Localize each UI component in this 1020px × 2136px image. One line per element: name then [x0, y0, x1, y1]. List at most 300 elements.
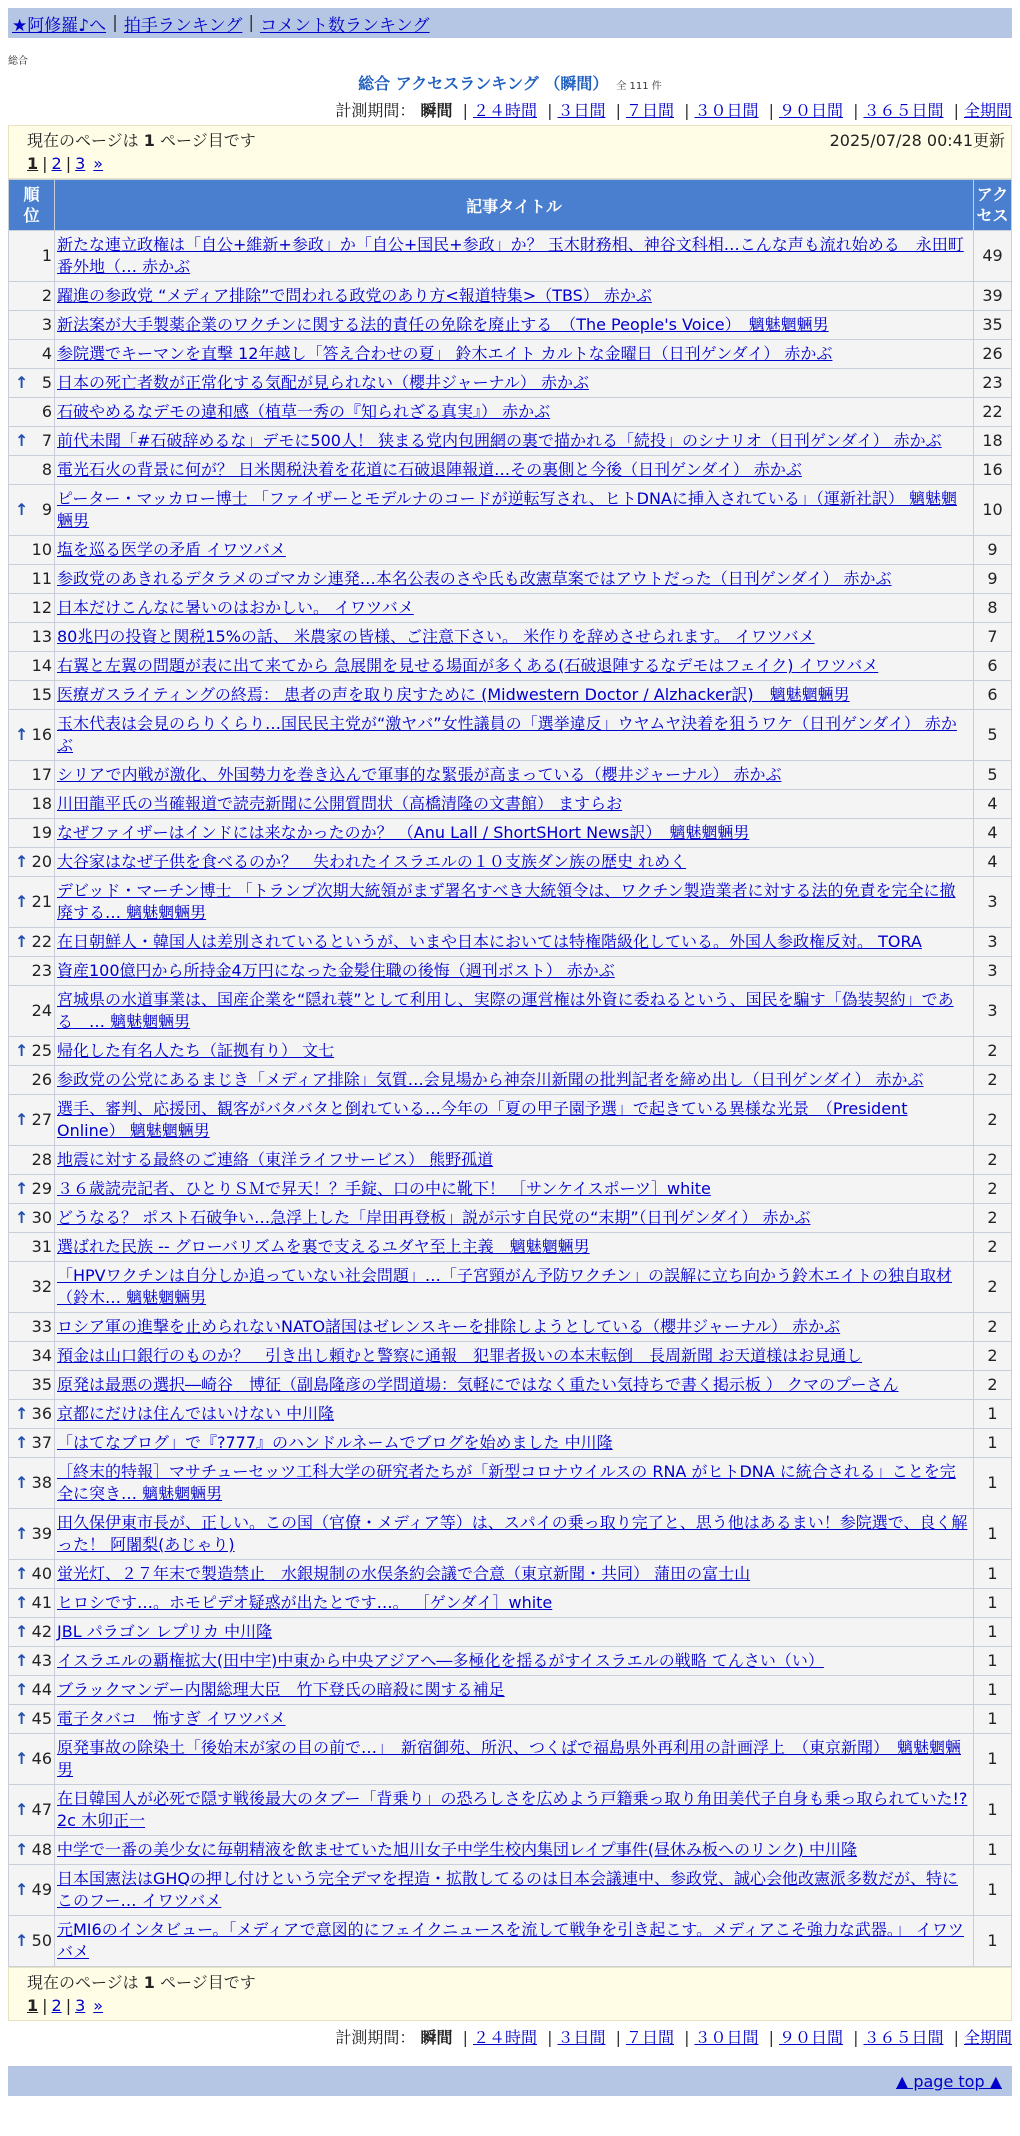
- rank-number: 50: [31, 1931, 52, 1950]
- rank-number: 23: [31, 961, 52, 980]
- title-cell: [55, 594, 974, 623]
- table-row: [9, 1618, 1012, 1647]
- rank-cell: [9, 1233, 55, 1262]
- rank-cell: [9, 1509, 55, 1560]
- rank-number: 46: [31, 1749, 52, 1768]
- title-cell: [55, 427, 974, 456]
- access-count: 1: [974, 1785, 1012, 1836]
- rank-number: 33: [31, 1317, 52, 1336]
- table-row: [9, 1313, 1012, 1342]
- article-link[interactable]: 電光石火の背景に何が？ 日米関税決着を花道に石破退陣報道…その裏側と今後（日刊ゲンダイ） 赤かぶ: [57, 460, 802, 479]
- rank-cell: [9, 456, 55, 485]
- ranking-table: [8, 179, 1012, 1967]
- rank-number: 13: [31, 627, 52, 646]
- rank-cell: [9, 398, 55, 427]
- table-row: [9, 427, 1012, 456]
- title-cell: [55, 398, 974, 427]
- article-link[interactable]: シリアで内戦が激化、外国勢力を巻き込んで軍事的な緊張が高まっている（櫻井ジャーナル） 赤かぶ: [57, 765, 782, 784]
- rank-cell: [9, 1647, 55, 1676]
- access-count: 5: [974, 761, 1012, 790]
- period-link-3d[interactable]: ３日間: [557, 101, 606, 120]
- up-arrow-icon: ↑: [15, 500, 29, 519]
- rank-cell: [9, 485, 55, 536]
- up-arrow-icon: ↑: [15, 1208, 29, 1227]
- up-arrow-icon: ↑: [15, 1800, 29, 1819]
- rank-number: 42: [31, 1622, 52, 1641]
- title-cell: [55, 1865, 974, 1916]
- access-count: 39: [974, 282, 1012, 311]
- access-count: 4: [974, 848, 1012, 877]
- article-link[interactable]: どうなる？ ポスト石破争い…急浮上した「岸田再登板」説が示す自民党の“末期”（日刊ゲンダイ） 赤かぶ: [57, 1208, 811, 1227]
- up-arrow-icon: ↑: [15, 1473, 29, 1492]
- title-cell: [55, 1647, 974, 1676]
- article-link[interactable]: なぜファイザーはインドには来なかったのか？ （Anu Lall / ShortSHort News訳） 魑魅魍魎男: [57, 823, 750, 842]
- rank-number: 15: [31, 685, 52, 704]
- title-cell: [55, 282, 974, 311]
- rank-number: 25: [31, 1041, 52, 1060]
- access-count: 2: [974, 1095, 1012, 1146]
- table-row: [9, 1836, 1012, 1865]
- period-current: 瞬間: [420, 2028, 453, 2047]
- title-cell: [55, 1313, 974, 1342]
- access-count: 6: [974, 652, 1012, 681]
- table-row: [9, 1916, 1012, 1967]
- table-row: [9, 1066, 1012, 1095]
- rank-cell: [9, 565, 55, 594]
- rank-number: 47: [31, 1800, 52, 1819]
- table-row: [9, 761, 1012, 790]
- rank-cell: [9, 1560, 55, 1589]
- access-count: 1: [974, 1560, 1012, 1589]
- period-link-365d[interactable]: ３６５日間: [863, 2028, 944, 2047]
- rank-number: 28: [31, 1150, 52, 1169]
- page-next-link[interactable]: »: [93, 1995, 104, 2015]
- up-arrow-icon: ↑: [15, 1524, 29, 1543]
- article-link[interactable]: JBL パラゴン レプリカ 中川隆: [57, 1622, 273, 1641]
- article-link[interactable]: 電子タバコ 怖すぎ イワツバメ: [57, 1709, 286, 1728]
- rank-number: 17: [31, 765, 52, 784]
- title-cell: [55, 1509, 974, 1560]
- title-cell: [55, 1204, 974, 1233]
- table-row: [9, 1705, 1012, 1734]
- table-row: [9, 790, 1012, 819]
- article-link[interactable]: 大谷家はなぜ子供を食べるのか？ 失われたイスラエルの１０支族ダン族の歴史 れめく: [57, 852, 687, 871]
- access-count: 1: [974, 1836, 1012, 1865]
- table-row: [9, 1037, 1012, 1066]
- page-link-2[interactable]: 2: [51, 153, 62, 173]
- table-row: [9, 456, 1012, 485]
- article-link[interactable]: 蛍光灯、２７年末で製造禁止 水銀規制の水俣条約会議で合意（東京新聞・共同） 蒲田の富士山: [57, 1564, 751, 1583]
- article-link[interactable]: 中学で一番の美少女に毎朝精液を飲ませていた旭川女子中学生校内集団レイプ事件(昼休み板へのリンク) 中川隆: [57, 1840, 857, 1859]
- rank-number: 6: [41, 402, 52, 421]
- article-link[interactable]: 預金は山口銀行のものか？ 引き出し頼むと警察に通報 犯罪者扱いの本末転倒 長周新聞 お天道様はお見通し: [57, 1346, 863, 1365]
- article-link[interactable]: 日本の死亡者数が正常化する気配が見られない（櫻井ジャーナル） 赤かぶ: [57, 373, 589, 392]
- rank-cell: [9, 1262, 55, 1313]
- access-count: 1: [974, 1676, 1012, 1705]
- rank-cell: [9, 369, 55, 398]
- table-row: [9, 986, 1012, 1037]
- rank-number: 44: [31, 1680, 52, 1699]
- article-link[interactable]: 帰化した有名人たち（証拠有り） 文七: [57, 1041, 335, 1060]
- access-count: 2: [974, 1342, 1012, 1371]
- article-link[interactable]: 川田龍平氏の当確報道で読売新聞に公開質問状（高橋清隆の文書館） ますらお: [57, 794, 623, 813]
- page-next-link[interactable]: »: [93, 153, 104, 173]
- up-arrow-icon: ↑: [15, 1110, 29, 1129]
- rank-number: 32: [31, 1277, 52, 1296]
- title-cell: [55, 710, 974, 761]
- table-row: [9, 565, 1012, 594]
- table-row: [9, 1560, 1012, 1589]
- rank-number: 29: [31, 1179, 52, 1198]
- access-count: 1: [974, 1647, 1012, 1676]
- article-link[interactable]: 宮城県の水道事業は、国産企業を“隠れ蓑”として利用し、実際の運営権は外資に委ねるという、国民を騙す「偽装契約」である … 魑魅魍魎男: [57, 990, 954, 1031]
- rank-number: 10: [31, 540, 52, 559]
- rank-cell: [9, 1865, 55, 1916]
- access-count: 49: [974, 231, 1012, 282]
- table-row: [9, 1785, 1012, 1836]
- ranking-title-text: 総合 アクセスランキング （瞬間）: [358, 74, 609, 93]
- rank-cell: [9, 877, 55, 928]
- up-arrow-icon: ↑: [15, 1433, 29, 1452]
- rank-number: 14: [31, 656, 52, 675]
- article-link[interactable]: ［終末的特報］マサチューセッツ工科大学の研究者たちが「新型コロナウイルスの RNA がヒトDNA に統合される」ことを完全に突き… 魑魅魍魎男: [57, 1462, 956, 1503]
- title-cell: [55, 565, 974, 594]
- rank-number: 41: [31, 1593, 52, 1612]
- section-label: 総合: [8, 56, 28, 67]
- rank-cell: [9, 340, 55, 369]
- rank-cell: [9, 1836, 55, 1865]
- title-cell: [55, 1458, 974, 1509]
- article-link[interactable]: 塩を巡る医学の矛盾 イワツバメ: [57, 540, 286, 559]
- rank-cell: [9, 986, 55, 1037]
- article-link[interactable]: 前代未聞「#石破辞めるな」デモに500人！ 狭まる党内包囲網の裏で描かれる「続投」のシナリオ（日刊ゲンダイ） 赤かぶ: [57, 431, 942, 450]
- article-link[interactable]: 選手、審判、応援団、観客がバタバタと倒れている…今年の「夏の甲子園予選」で起きている異様な光景 （President Online） 魑魅魍魎男: [57, 1099, 908, 1140]
- access-count: 2: [974, 1313, 1012, 1342]
- access-count: 18: [974, 427, 1012, 456]
- period-link-all[interactable]: 全期間: [963, 2028, 1012, 2047]
- period-link-30d[interactable]: ３０日間: [694, 2028, 759, 2047]
- table-row: [9, 1342, 1012, 1371]
- rank-cell: [9, 1371, 55, 1400]
- article-link[interactable]: 右翼と左翼の問題が表に出て来てから 急展開を見せる場面が多くある(石破退陣するなデモはフェイク) イワツバメ: [57, 656, 879, 675]
- table-row: [9, 1589, 1012, 1618]
- rank-number: 27: [31, 1110, 52, 1129]
- page-link-3[interactable]: 3: [75, 153, 86, 173]
- table-row: [9, 1175, 1012, 1204]
- article-link[interactable]: 新法案が大手製薬企業のワクチンに関する法的責任の免除を廃止する （The People's Voice） 魑魅魍魎男: [57, 315, 829, 334]
- article-link[interactable]: 選ばれた民族 -- グローバリズムを裏で支えるユダヤ至上主義 魑魅魍魎男: [57, 1237, 590, 1256]
- title-cell: [55, 311, 974, 340]
- period-link-30d[interactable]: ３０日間: [694, 101, 759, 120]
- rank-cell: [9, 1458, 55, 1509]
- rank-cell: [9, 1342, 55, 1371]
- article-link[interactable]: 元MI6のインタビュー。「メディアで意図的にフェイクニュースを流して戦争を引き起こす。メディアこそ強力な武器。」 イワツバメ: [57, 1920, 964, 1961]
- title-cell: [55, 456, 974, 485]
- up-arrow-icon: ↑: [15, 932, 29, 951]
- period-label: 計測期間：: [335, 101, 416, 120]
- rank-number: 48: [31, 1840, 52, 1859]
- period-link-90d[interactable]: ９０日間: [778, 101, 843, 120]
- period-link-3d[interactable]: ３日間: [557, 2028, 606, 2047]
- up-arrow-icon: ↑: [15, 431, 29, 450]
- table-row: [9, 710, 1012, 761]
- rank-cell: [9, 848, 55, 877]
- table-row: [9, 848, 1012, 877]
- top-nav: [8, 8, 1012, 38]
- period-current: 瞬間: [420, 101, 453, 120]
- rank-number: 4: [41, 344, 52, 363]
- rank-cell: [9, 427, 55, 456]
- article-link[interactable]: 京都にだけは住んではいけない 中川隆: [57, 1404, 335, 1423]
- rank-number: 2: [41, 286, 52, 305]
- up-arrow-icon: ↑: [15, 852, 29, 871]
- article-link[interactable]: 玉木代表は会見のらりくらり…国民民主党が“激ヤバ”女性議員の「選挙違反」ウヤムヤ決着を狙うワケ（日刊ゲンダイ） 赤かぶ: [57, 714, 957, 755]
- access-count: 2: [974, 1175, 1012, 1204]
- period-link-365d[interactable]: ３６５日間: [863, 101, 944, 120]
- rank-number: 36: [31, 1404, 52, 1423]
- rank-cell: [9, 681, 55, 710]
- article-link[interactable]: 医療ガスライティングの終焉： 患者の声を取り戻すために (Midwestern Doctor / Alzhacker訳) 魑魅魍魎男: [57, 685, 850, 704]
- rank-number: 49: [31, 1880, 52, 1899]
- table-row: [9, 1095, 1012, 1146]
- up-arrow-icon: ↑: [15, 1880, 29, 1899]
- rank-cell: [9, 1204, 55, 1233]
- rank-cell: [9, 1618, 55, 1647]
- rank-cell: [9, 536, 55, 565]
- page-link-2[interactable]: 2: [51, 1995, 62, 2015]
- table-row: [9, 1371, 1012, 1400]
- title-cell: [55, 1233, 974, 1262]
- nav-link-clap-ranking[interactable]: 拍手ランキング: [123, 15, 243, 36]
- rank-cell: [9, 1095, 55, 1146]
- article-link[interactable]: ピーター・マッカロー博士 「ファイザーとモデルナのコードが逆転写され、ヒトDNAに挿入されている」（運新社訳） 魑魅魍魎男: [57, 489, 957, 530]
- up-arrow-icon: ↑: [15, 1041, 29, 1060]
- article-link[interactable]: 参院選でキーマンを直撃 12年越し「答え合わせの夏」 鈴木エイト カルトな金曜日（日刊ゲンダイ） 赤かぶ: [57, 344, 833, 363]
- table-row: [9, 1400, 1012, 1429]
- rank-number: 24: [31, 1001, 52, 1020]
- article-link[interactable]: デビッド・マーチン博士 「トランプ次期大統領がまず署名すべき大統領令は、ワクチン製造業者に対する法的免責を完全に撤廃する… 魑魅魍魎男: [57, 881, 956, 922]
- up-arrow-icon: ↑: [15, 1593, 29, 1612]
- title-cell: [55, 1342, 974, 1371]
- rank-cell: [9, 1313, 55, 1342]
- table-row: [9, 1734, 1012, 1785]
- access-count: 1: [974, 1458, 1012, 1509]
- access-count: 35: [974, 311, 1012, 340]
- access-count: 2: [974, 1204, 1012, 1233]
- article-link[interactable]: 80兆円の投資と関税15%の話、 米農家の皆様、ご注意下さい。 米作りを辞めさせられます。 イワツバメ: [57, 627, 815, 646]
- up-arrow-icon: ↑: [15, 1404, 29, 1423]
- rank-cell: [9, 594, 55, 623]
- article-link[interactable]: 原発事故の除染土「後始末が家の目の前で…」 新宿御苑、所沢、つくばで福島県外再利用の計画浮上 （東京新聞） 魑魅魍魎男: [57, 1738, 962, 1779]
- table-row: [9, 1262, 1012, 1313]
- article-link[interactable]: ３６歳読売記者、ひとりＳＭで昇天！？手錠、口の中に靴下！ ［サンケイスポーツ］white: [57, 1179, 711, 1198]
- page-link-3[interactable]: 3: [75, 1995, 86, 2015]
- article-link[interactable]: 参政党のあきれるデタラメのゴマカシ連発…本名公表のさや氏も改憲草案ではアウトだった（日刊ゲンダイ） 赤かぶ: [57, 569, 892, 588]
- rank-number: 11: [31, 569, 52, 588]
- article-link[interactable]: 原発は最悪の選択―崎谷 博征（副島隆彦の学問道場：気軽にではなく重たい気持ちで書く掲示板 ） クマのプーさん: [57, 1375, 899, 1394]
- rank-number: 8: [41, 460, 52, 479]
- page-top-link[interactable]: ▲ page top ▲: [895, 2071, 1002, 2091]
- rank-number: 21: [31, 892, 52, 911]
- pager-bottom: 現在のページは 1 ページ目です 1 | 2 | 3 »: [8, 1967, 1012, 2021]
- rank-cell: [9, 311, 55, 340]
- period-link-24h[interactable]: ２４時間: [472, 101, 537, 120]
- rank-number: 37: [31, 1433, 52, 1452]
- rank-cell: [9, 231, 55, 282]
- access-count: 9: [974, 565, 1012, 594]
- access-count: 1: [974, 1429, 1012, 1458]
- footer-bar: [8, 2066, 1012, 2096]
- access-count: 2: [974, 1037, 1012, 1066]
- rank-number: 9: [41, 500, 52, 519]
- access-count: 3: [974, 877, 1012, 928]
- title-cell: [55, 1785, 974, 1836]
- article-link[interactable]: 田久保伊東市長が、正しい。この国（官僚・メディア等）は、スパイの乗っ取り完了と、思う他はあるまい！参院選で、良く解った！ 阿闍梨(あじゃり): [57, 1513, 968, 1554]
- article-link[interactable]: 躍進の参政党 “メディア排除”で問われる政党のあり方<報道特集>（TBS） 赤かぶ: [57, 286, 652, 305]
- rank-cell: [9, 1429, 55, 1458]
- title-cell: [55, 1175, 974, 1204]
- table-row: [9, 877, 1012, 928]
- table-row: [9, 1233, 1012, 1262]
- access-count: 1: [974, 1400, 1012, 1429]
- table-row: [9, 652, 1012, 681]
- up-arrow-icon: ↑: [15, 1680, 29, 1699]
- rank-number: 5: [41, 373, 52, 392]
- table-row: [9, 957, 1012, 986]
- article-link[interactable]: 「はてなブログ」で『?777』のハンドルネームでブログを始めました 中川隆: [57, 1433, 613, 1452]
- rank-number: 31: [31, 1237, 52, 1256]
- title-cell: [55, 761, 974, 790]
- article-link[interactable]: ブラックマンデー内閣総理大臣 竹下登氏の暗殺に関する補足: [57, 1680, 505, 1699]
- article-link[interactable]: ヒロシです…。ホモピデオ疑惑が出たとです…。 ［ゲンダイ］white: [57, 1593, 553, 1612]
- article-link[interactable]: 新たな連立政権は「自公+維新+参政」か「自公+国民+参政」か？ 玉木財務相、神谷文科相…こんな声も流れ始める 永田町番外地（… 赤かぶ: [57, 235, 964, 276]
- access-count: 2: [974, 1146, 1012, 1175]
- article-link[interactable]: 石破やめるなデモの違和感（植草一秀の『知られざる真実』） 赤かぶ: [57, 402, 551, 421]
- access-count: 4: [974, 819, 1012, 848]
- title-cell: [55, 340, 974, 369]
- period-link-7d[interactable]: ７日間: [625, 101, 674, 120]
- access-count: 22: [974, 398, 1012, 427]
- title-cell: [55, 1589, 974, 1618]
- access-count: 1: [974, 1705, 1012, 1734]
- up-arrow-icon: ↑: [15, 725, 29, 744]
- table-row: [9, 819, 1012, 848]
- period-link-all[interactable]: 全期間: [963, 101, 1012, 120]
- table-row: [9, 1146, 1012, 1175]
- article-link[interactable]: 日本国憲法はGHQの押し付けという完全デマを捏造・拡散してるのは日本会議連中、参政党、誠心会他改憲派多数だが、特にこのフー… イワツバメ: [57, 1869, 959, 1910]
- nav-link-asyura[interactable]: ★阿修羅♪へ: [12, 15, 107, 36]
- title-cell: [55, 369, 974, 398]
- table-row: [9, 1676, 1012, 1705]
- rank-number: 43: [31, 1651, 52, 1670]
- rank-number: 18: [31, 794, 52, 813]
- rank-number: 40: [31, 1564, 52, 1583]
- access-count: 1: [974, 1509, 1012, 1560]
- article-link[interactable]: 資産100億円から所持金4万円になった金髪住職の後悔（週刊ポスト） 赤かぶ: [57, 961, 615, 980]
- access-count: 1: [974, 1865, 1012, 1916]
- title-cell: [55, 1371, 974, 1400]
- table-row: [9, 928, 1012, 957]
- access-count: 5: [974, 710, 1012, 761]
- rank-number: 34: [31, 1346, 52, 1365]
- period-selector-top: 計測期間： 瞬間 | ２４時間 | ３日間 | ７日間 | ３０日間 | ９０日間 | ３６５日間 | 全期間: [335, 101, 1012, 120]
- rank-cell: [9, 1785, 55, 1836]
- access-count: 4: [974, 790, 1012, 819]
- title-cell: [55, 623, 974, 652]
- table-row: [9, 623, 1012, 652]
- article-link[interactable]: 在日韓国人が必死で隠す戦後最大のタブー「背乗り」の恐ろしさを広めよう戸籍乗っ取り角田美代子自身も乗っ取られていた!? 2c 木卯正一: [57, 1789, 968, 1830]
- rank-number: 22: [31, 932, 52, 951]
- access-count: 6: [974, 681, 1012, 710]
- nav-separator: |: [112, 13, 118, 33]
- article-link[interactable]: 「HPVワクチンは自分しか追っていない社会問題」…「子宮頸がん予防ワクチン」の誤解に立ち向かう鈴木エイトの独自取材（鈴木… 魑魅魍魎男: [57, 1266, 953, 1307]
- period-link-90d[interactable]: ９０日間: [778, 2028, 843, 2047]
- rank-number: 16: [31, 725, 52, 744]
- title-cell: [55, 1262, 974, 1313]
- up-arrow-icon: ↑: [15, 1651, 29, 1670]
- article-link[interactable]: 地震に対する最終のご連絡（東洋ライフサービス） 熊野孤道: [57, 1150, 494, 1169]
- page-current: 1: [27, 153, 39, 173]
- rank-number: 38: [31, 1473, 52, 1492]
- access-count: 3: [974, 928, 1012, 957]
- title-cell: [55, 681, 974, 710]
- article-link[interactable]: 在日朝鮮人・韓国人は差別されているというが、いまや日本においては特権階級化している。外国人参政権反対。 TORA: [57, 932, 922, 951]
- title-cell: [55, 652, 974, 681]
- table-row: [9, 340, 1012, 369]
- access-count: 9: [974, 536, 1012, 565]
- title-cell: [55, 485, 974, 536]
- up-arrow-icon: ↑: [15, 373, 29, 392]
- access-count: 1: [974, 1589, 1012, 1618]
- title-cell: [55, 1734, 974, 1785]
- period-link-24h[interactable]: ２４時間: [472, 2028, 537, 2047]
- title-cell: [55, 231, 974, 282]
- period-link-7d[interactable]: ７日間: [625, 2028, 674, 2047]
- rank-number: 39: [31, 1524, 52, 1543]
- rank-cell: [9, 1175, 55, 1204]
- table-row: [9, 1647, 1012, 1676]
- rank-cell: [9, 623, 55, 652]
- article-link[interactable]: イスラエルの覇権拡大(田中宇)中東から中央アジアへ―多極化を揺るがすイスラエルの戦略 てんさい（い）: [57, 1651, 824, 1670]
- access-count: 2: [974, 1233, 1012, 1262]
- up-arrow-icon: ↑: [15, 1749, 29, 1768]
- table-row: [9, 398, 1012, 427]
- title-cell: [55, 1066, 974, 1095]
- rank-cell: [9, 1400, 55, 1429]
- title-cell: [55, 819, 974, 848]
- rank-number: 30: [31, 1208, 52, 1227]
- title-cell: [55, 1560, 974, 1589]
- period-label: 計測期間：: [335, 2028, 416, 2047]
- rank-number: 19: [31, 823, 52, 842]
- article-link[interactable]: 参政党の公党にあるまじき「メディア排除」気質…会見場から神奈川新聞の批判記者を締め出し（日刊ゲンダイ） 赤かぶ: [57, 1070, 924, 1089]
- article-link[interactable]: 日本だけこんなに暑いのはおかしい。 イワツバメ: [57, 598, 414, 617]
- title-cell: [55, 1429, 974, 1458]
- up-arrow-icon: ↑: [15, 1931, 29, 1950]
- title-cell: [55, 790, 974, 819]
- rank-number: 1: [41, 246, 52, 265]
- ranking-table-body: [9, 231, 1012, 1967]
- title-cell: [55, 1095, 974, 1146]
- access-count: 1: [974, 1734, 1012, 1785]
- article-link[interactable]: ロシア軍の進撃を止められないNATO諸国はゼレンスキーを排除しようとしている（櫻井ジャーナル） 赤かぶ: [57, 1317, 841, 1336]
- title-cell: [55, 957, 974, 986]
- rank-cell: [9, 1734, 55, 1785]
- nav-link-comment-ranking[interactable]: コメント数ランキング: [260, 15, 430, 36]
- title-cell: [55, 1400, 974, 1429]
- table-row: [9, 369, 1012, 398]
- ranking-total: 全 111 件: [616, 81, 662, 92]
